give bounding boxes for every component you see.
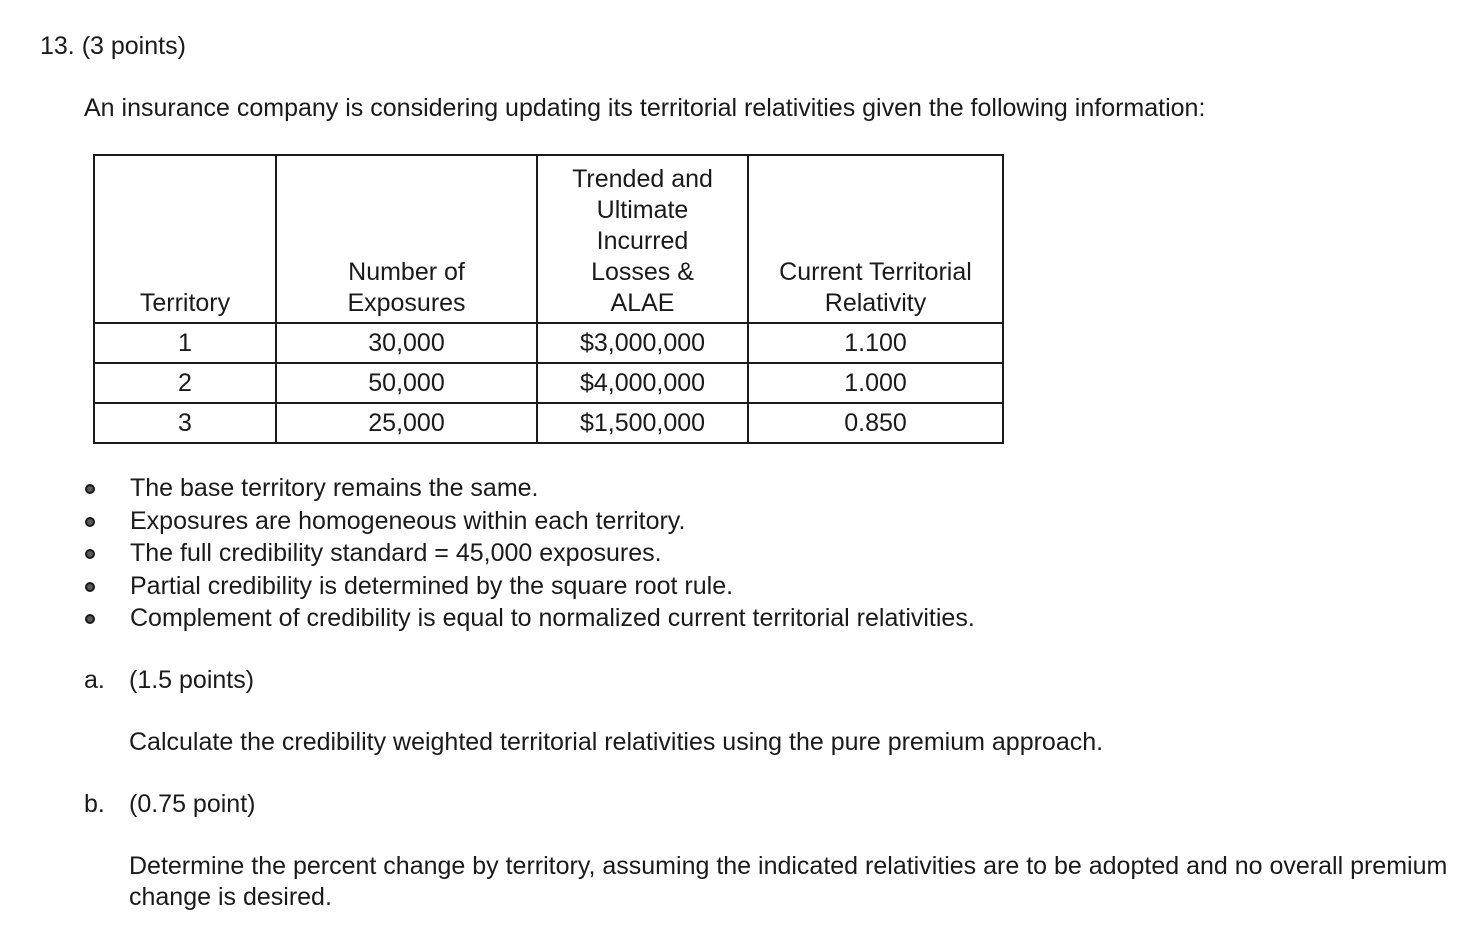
- cell-relativity: 0.850: [748, 403, 1003, 443]
- cell-losses: $3,000,000: [537, 323, 748, 363]
- list-item: [84, 570, 975, 603]
- bullet-icon: [85, 582, 95, 592]
- bullet-icon: [85, 517, 95, 527]
- bullet-icon: [85, 549, 95, 559]
- cell-exposures: 25,000: [276, 403, 537, 443]
- cell-losses: $1,500,000: [537, 403, 748, 443]
- table-row: [94, 363, 1003, 403]
- cell-relativity: 1.000: [748, 363, 1003, 403]
- cell-exposures: 30,000: [276, 323, 537, 363]
- part-b-points: (0.75 point): [129, 790, 256, 818]
- cell-territory: 1: [94, 323, 276, 363]
- header-trended-losses: Trended and Ultimate Incurred Losses & ALAE: [537, 155, 748, 323]
- list-item: [84, 537, 975, 570]
- bullet-text: The base territory remains the same.: [130, 474, 539, 502]
- table-row: [94, 403, 1003, 443]
- list-item: [84, 602, 975, 635]
- question-intro: An insurance company is considering updating its territorial relativities given the following information:: [84, 94, 1206, 122]
- question-header: 13. (3 points): [40, 32, 186, 60]
- bullet-text: Partial credibility is determined by the square root rule.: [130, 571, 734, 600]
- part-a-points: (1.5 points): [129, 666, 255, 694]
- cell-relativity: 1.100: [748, 323, 1003, 363]
- territory-data-table: [93, 154, 1004, 444]
- part-b-letter: b.: [84, 790, 105, 818]
- table-row: [94, 323, 1003, 363]
- cell-losses: $4,000,000: [537, 363, 748, 403]
- list-item: [84, 472, 975, 505]
- assumptions-list: [84, 472, 975, 635]
- bullet-icon: [85, 614, 95, 624]
- header-current-relativity: Current Territorial Relativity: [748, 155, 1003, 323]
- part-a-letter: a.: [84, 666, 105, 694]
- part-b-text: Determine the percent change by territory, assuming the indicated relativities are to be adopted and no overall premium change is desired.: [129, 852, 1448, 911]
- header-number-of-exposures: Number of Exposures: [276, 155, 537, 323]
- cell-territory: 3: [94, 403, 276, 443]
- part-a-text: Calculate the credibility weighted territorial relativities using the pure premium approach.: [129, 728, 1104, 756]
- header-territory: Territory: [94, 155, 276, 323]
- bullet-text: The full credibility standard = 45,000 exposures.: [130, 539, 662, 567]
- cell-territory: 2: [94, 363, 276, 403]
- cell-exposures: 50,000: [276, 363, 537, 403]
- table-header-row: [94, 155, 1003, 323]
- list-item: [84, 505, 975, 538]
- bullet-text: Exposures are homogeneous within each territory.: [130, 506, 686, 535]
- bullet-text: Complement of credibility is equal to normalized current territorial relativities.: [130, 604, 975, 632]
- bullet-icon: [85, 484, 95, 494]
